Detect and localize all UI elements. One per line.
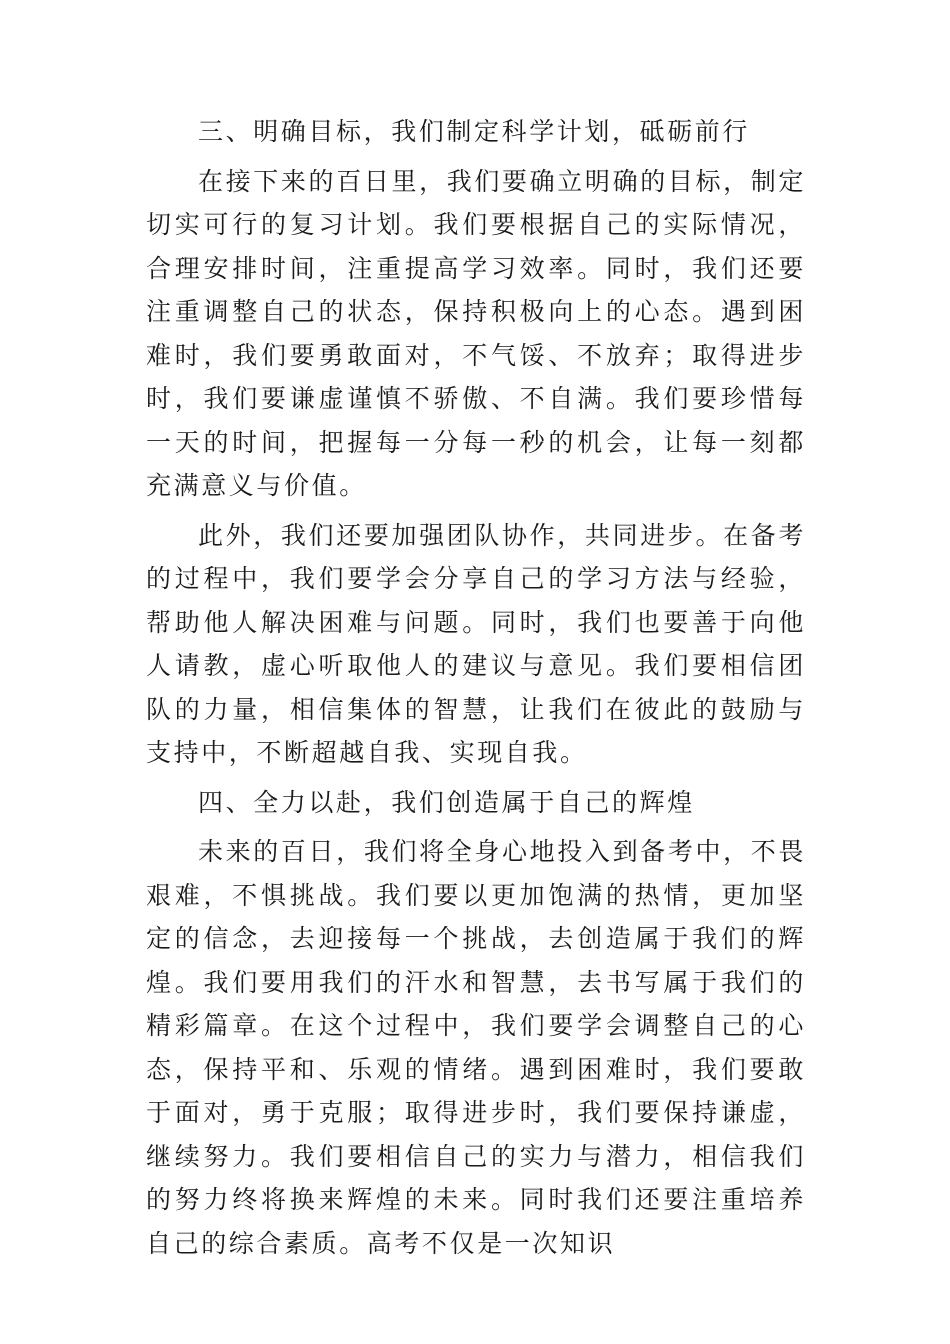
paragraph: 此外，我们还要加强团队协作，共同进步。在备考的过程中，我们要学会分享自己的学习方法与经验，帮助他人解决困难与问题。同时，我们也要善于向他人请教，虚心听取他人的建议与意见。我们要相信团队的力量，相信集体的智慧，让我们在彼此的鼓励与支持中，不断超越自我、实现自我。 — [146, 520, 806, 767]
document-body — [146, 110, 806, 1271]
paragraph: 在接下来的百日里，我们要确立明确的目标，制定切实可行的复习计划。我们要根据自己的实际情况，合理安排时间，注重提高学习效率。同时，我们还要注重调整自己的状态，保持积极向上的心态。遇到困难时，我们要勇敢面对，不气馁、不放弃；取得进步时，我们要谦虚谨慎不骄傲、不自满。我们要珍惜每一天的时间，把握每一分每一秒的机会，让每一刻都充满意义与价值。 — [146, 166, 806, 500]
section-heading-4: 四、全力以赴，我们创造属于自己的辉煌 — [198, 787, 695, 817]
section-heading-3: 三、明确目标，我们制定科学计划，砥砺前行 — [198, 117, 751, 146]
paragraph: 未来的百日，我们将全身心地投入到备考中，不畏艰难，不惧挑战。我们要以更加饱满的热情，更加坚定的信念，去迎接每一个挑战，去创造属于我们的辉煌。我们要用我们的汗水和智慧，去书写属于我们的精彩篇章。在这个过程中，我们要学会调整自己的心态，保持平和、乐观的情绪。遇到困难时，我们要敢于面对，勇于克服；取得进步时，我们要保持谦虚，继续努力。我们要相信自己的实力与潜力，相信我们的努力终将换来辉煌的未来。同时我们还要注重培养自己的综合素质。高考不仅是一次知识 — [146, 837, 806, 1258]
